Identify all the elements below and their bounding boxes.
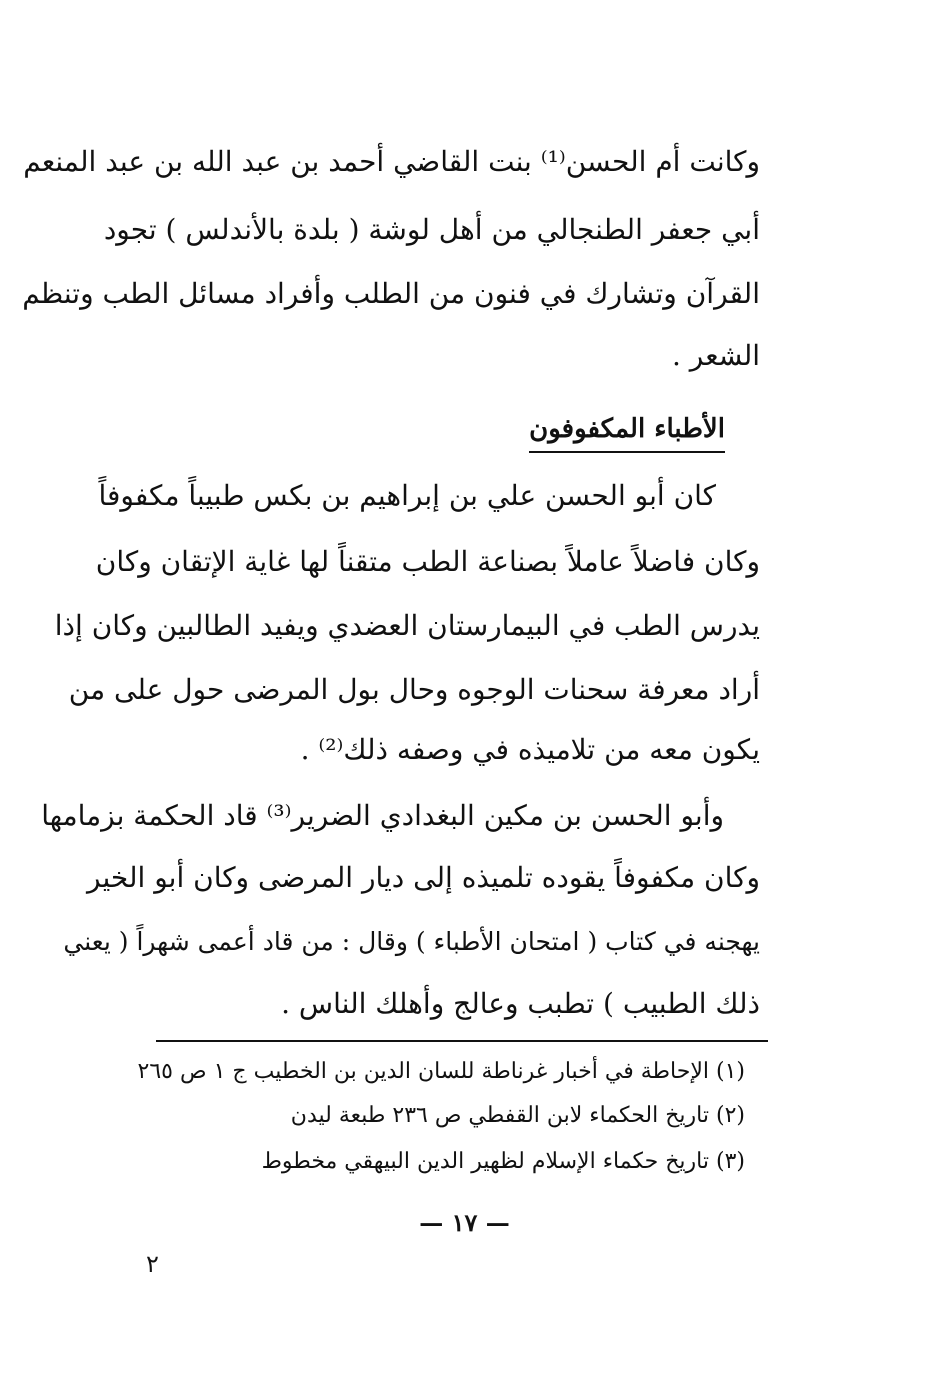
footnote-3: (٣) تاريخ حكماء الإسلام لظهير الدين البيهقي مخطوط	[261, 1149, 745, 1174]
footnote-1: (١) الإحاطة في أخبار غرناطة للسان الدين بن الخطيب ج ١ ص ٢٦٥	[137, 1059, 745, 1084]
paragraph-3-line-1: وأبو الحسن بن مكين البغدادي الضرير⁽³⁾ قاد الحكمة بزمامها	[41, 799, 724, 832]
paragraph-2-line-5: يكون معه من تلاميذه في وصفه ذلك⁽²⁾ .	[300, 733, 760, 766]
paragraph-2-line-3: يدرس الطب في البيمارستان العضدي ويفيد الطالبين وكان إذا	[54, 609, 760, 642]
paragraph-3-line-2: وكان مكفوفاً يقوده تلميذه إلى ديار المرضى وكان أبو الخير	[87, 861, 760, 894]
paragraph-3-line-3: يهجنه في كتاب ( امتحان الأطباء ) وقال : من قاد أعمى شهراً ( يعني	[63, 927, 760, 956]
footnote-divider	[156, 1040, 768, 1042]
paragraph-1-line-1: وكانت أم الحسن⁽¹⁾ بنت القاضي أحمد بن عبد الله بن عبد المنعم	[23, 145, 760, 178]
paragraph-1-line-3: القرآن وتشارك في فنون من الطلب وأفراد مسائل الطب وتنظم	[22, 277, 760, 310]
footnote-2: (٢) تاريخ الحكماء لابن القفطي ص ٢٣٦ طبعة ليدن	[290, 1103, 745, 1128]
paragraph-2-line-4: أراد معرفة سحنات الوجوه وحال بول المرضى حول على من	[68, 673, 760, 706]
paragraph-2-line-2: وكان فاضلاً عاملاً بصناعة الطب متقناً لها غاية الإتقان وكان	[95, 545, 760, 578]
paragraph-1-line-2: أبي جعفر الطنجالي من أهل لوشة ( بلدة بالأندلس ) تجود	[103, 213, 760, 246]
paragraph-3-line-4: ذلك الطبيب ) تطبب وعالج وأهلك الناس .	[281, 987, 760, 1020]
paragraph-2-line-1: كان أبو الحسن علي بن إبراهيم بن بكس طبيباً مكفوفاً	[98, 479, 716, 512]
signature-mark: ٢	[146, 1250, 159, 1278]
section-heading: الأطباء المكفوفون	[529, 409, 725, 453]
page-number: — ١٧ —	[419, 1208, 510, 1237]
paragraph-1-line-4: الشعر .	[671, 339, 760, 372]
